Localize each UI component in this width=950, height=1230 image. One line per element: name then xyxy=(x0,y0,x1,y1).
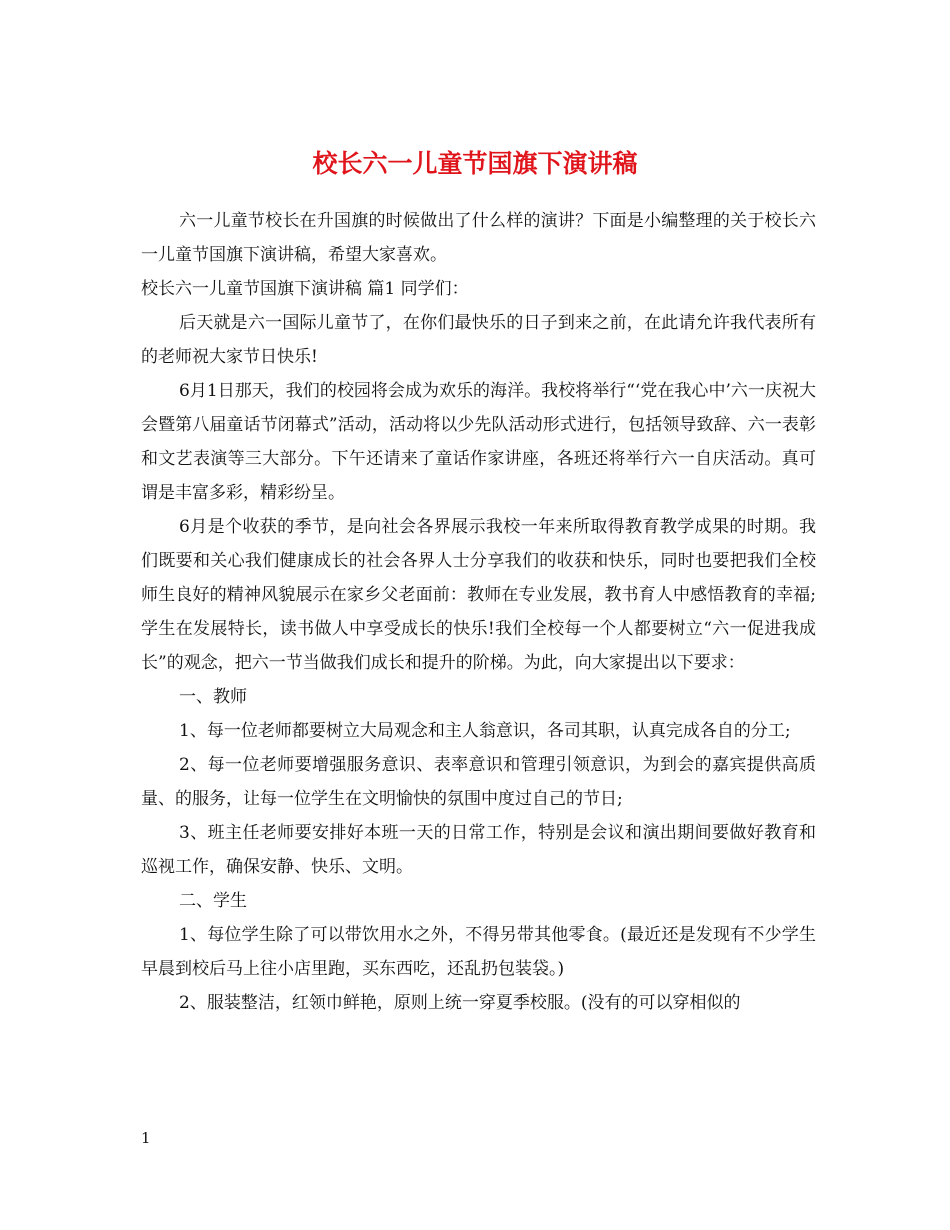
page-number: 1 xyxy=(141,1129,151,1147)
body-paragraph: 六一儿童节校长在升国旗的时候做出了什么样的演讲？下面是小编整理的关于校长六一儿童节国旗下演讲稿，希望大家喜欢。 xyxy=(141,211,816,265)
body-paragraph: 6月1日那天，我们的校园将会成为欢乐的海洋。我校将举行“‘党在我心中’六一庆祝大会暨第八届童话节闭幕式”活动，活动将以少先队活动形式进行，包括领导致辞、六一表彰和文艺表演等三大部分。下午还请来了童话作家讲座，各班还将举行六一自庆活动。真可谓是丰富多彩，精彩纷呈。 xyxy=(141,381,816,503)
body-paragraph: 后天就是六一国际儿童节了，在你们最快乐的日子到来之前，在此请允许我代表所有的老师祝大家节日快乐! xyxy=(141,313,816,367)
body-paragraph: 1、每一位老师都要树立大局观念和主人翁意识，各司其职，认真完成各自的分工; xyxy=(179,721,791,741)
body-paragraph: 校长六一儿童节国旗下演讲稿 篇1 同学们： xyxy=(141,279,469,299)
body-paragraph: 3、班主任老师要安排好本班一天的日常工作，特别是会议和演出期间要做好教育和巡视工作，确保安静、快乐、文明。 xyxy=(141,823,816,877)
body-paragraph: 二、学生 xyxy=(179,891,247,911)
body-paragraph: 2、每一位老师要增强服务意识、表率意识和管理引领意识，为到会的嘉宾提供高质量、的服务，让每一位学生在文明愉快的氛围中度过自己的节日; xyxy=(141,755,816,809)
body-paragraph: 一、教师 xyxy=(179,687,247,707)
document-title: 校长六一儿童节国旗下演讲稿 xyxy=(312,148,638,178)
body-paragraph: 6月是个收获的季节，是向社会各界展示我校一年来所取得教育教学成果的时期。我们既要和关心我们健康成长的社会各界人士分享我们的收获和快乐，同时也要把我们全校师生良好的精神风貌展示在家乡父老面前：教师在专业发展，教书育人中感悟教育的幸福;学生在发展特长，读书做人中享受成长的快乐!我们全校每一个人都要树立“六一促进我成长”的观念，把六一节当做我们成长和提升的阶梯。为此，向大家提出以下要求： xyxy=(141,517,816,673)
document-body xyxy=(141,204,816,1020)
body-paragraph: 1、每位学生除了可以带饮用水之外，不得另带其他零食。(最近还是发现有不少学生早晨到校后马上往小店里跑，买东西吃，还乱扔包装袋。) xyxy=(141,925,816,979)
body-paragraph: 2、服装整洁，红领巾鲜艳，原则上统一穿夏季校服。(没有的可以穿相似的 xyxy=(179,993,741,1013)
